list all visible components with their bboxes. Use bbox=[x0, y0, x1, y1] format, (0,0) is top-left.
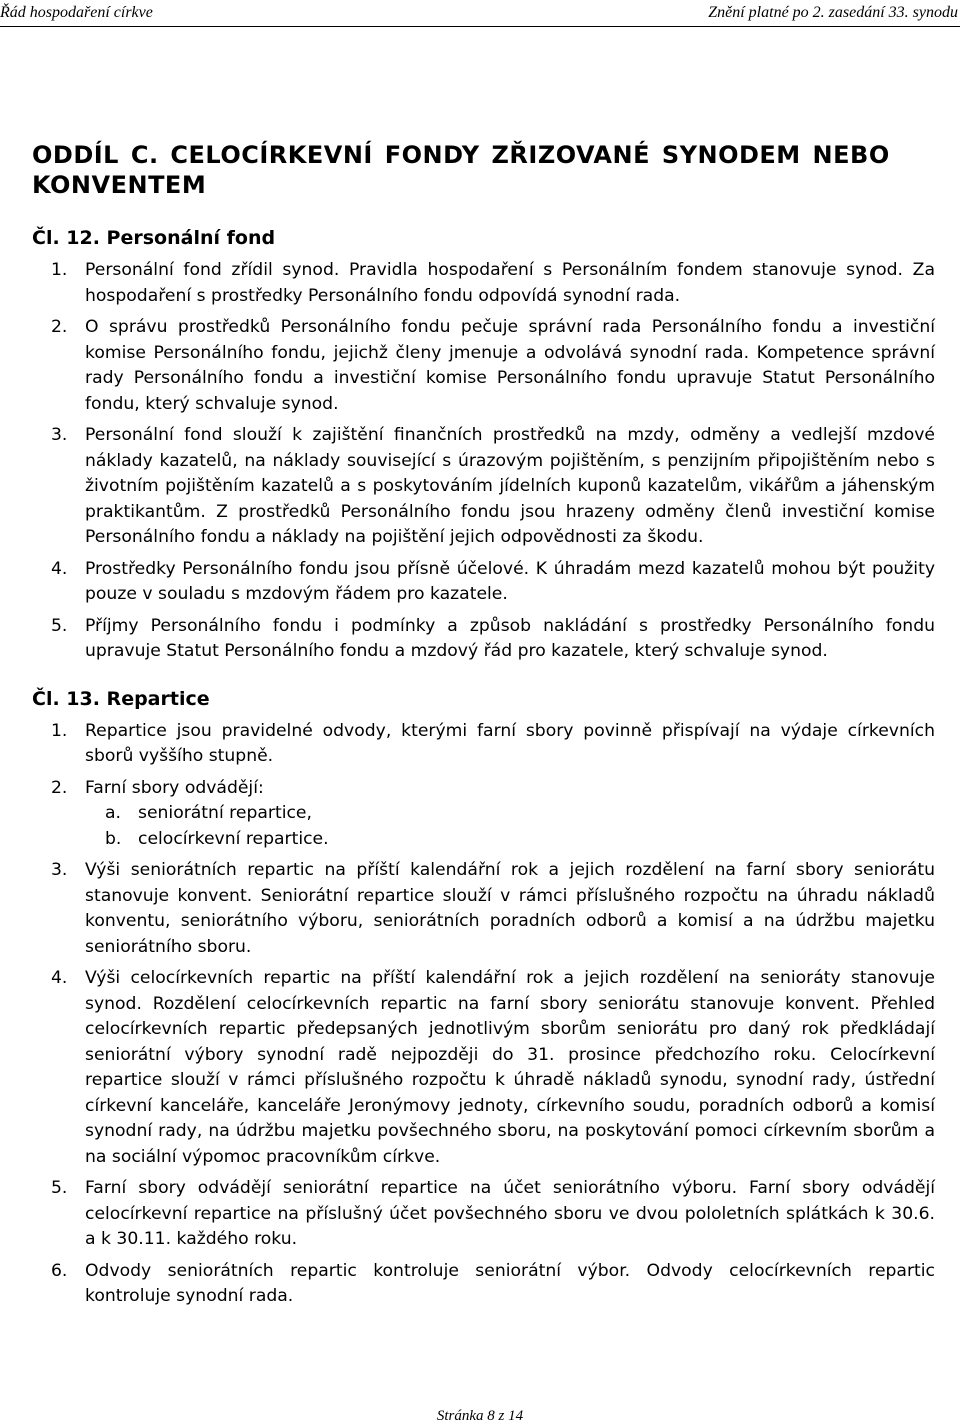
header-divider bbox=[0, 26, 960, 27]
sublist-item bbox=[85, 801, 935, 827]
item-text: Farní sbory odvádějí seniorátní repartice na účet seniorátního výboru. Farní sbory odvádějí celocírkevní repartice na příslušný účet povšechného sboru ve dvou pololetních splátkách k 30.6. a k 30.11. každého roku. bbox=[85, 1178, 935, 1249]
page-header bbox=[0, 4, 960, 26]
article-13-title: Čl. 13. Repartice bbox=[32, 687, 210, 710]
item-text: Příjmy Personálního fondu i podmínky a způsob nakládání s prostředky Personálního fondu upravuje Statut Personálního fondu a mzdový řád pro kazatele, který schvaluje synod. bbox=[85, 615, 935, 661]
article-12-list bbox=[32, 258, 935, 665]
list-item bbox=[32, 1176, 935, 1253]
document-body bbox=[32, 140, 935, 1316]
item-number: 1. bbox=[51, 720, 68, 741]
subitem-letter: b. bbox=[105, 828, 122, 849]
sublist bbox=[85, 801, 935, 852]
item-text: Farní sbory odvádějí: bbox=[85, 777, 264, 798]
item-text: Výši celocírkevních repartic na příští kalendářní rok a jejich rozdělení na senioráty stanovuje synod. Rozdělení celocírkevních repartic na farní sbory seniorátu stanovuje konvent. Přehled celocírkevních repartic předepsaných jednotlivým sborům seniorátu pro daný rok předkládají seniorátní výbory synodní radě nejpozději do 31. prosince předchozího roku. Celocírkevní repartice slouží v rámci příslušného rozpočtu k úhradě nákladů synodu, synodní rady, ústřední církevní kanceláře, kanceláře Jeronýmovy jednoty, církevního soudu, poradních odborů a komisí synodní rady, na údržbu majetku povšechného sboru, na poskytování pomoci církevním sborům a na sociální výpomoc pracovníkům církve. bbox=[85, 968, 935, 1167]
list-item bbox=[32, 557, 935, 608]
article-13-list bbox=[32, 719, 935, 1310]
item-number: 6. bbox=[51, 1260, 68, 1281]
item-text: Personální fond slouží k zajištění finančních prostředků na mzdy, odměny a vedlejší mzdové náklady kazatelů, na náklady související s úrazovým pojištěním, s penzijním připojištěním nebo s životním pojištěním kazatelů a s poskytováním jídelních kuponů kazatelům, vikářům a jáhenským praktikantům. Z prostředků Personálního fondu jsou hrazeny odměny členů investiční komise Personálního fondu a náklady na pojištění jejich odpovědnosti za škodu. bbox=[85, 425, 935, 547]
list-item bbox=[32, 719, 935, 770]
item-text: O správu prostředků Personálního fondu pečuje správní rada Personálního fondu a investiční komise Personálního fondu, jejichž členy jmenuje a odvolává synodní rada. Kompetence správní rady Personálního fondu a investiční komise Personálního fondu upravuje Statut Personálního fondu, který schvaluje synod. bbox=[85, 317, 935, 414]
item-text: Výši seniorátních repartic na příští kalendářní rok a jejich rozdělení na farní sbory seniorátu stanovuje konvent. Seniorátní repartice slouží v rámci příslušného rozpočtu na úhradu nákladů konventu, seniorátního výboru, seniorátních poradních odborů a komisí a na údržbu majetku seniorátního sboru. bbox=[85, 860, 935, 957]
sublist-item bbox=[85, 827, 935, 853]
list-item bbox=[32, 858, 935, 960]
section-title: ODDÍL C. CELOCÍRKEVNÍ FONDY ZŘIZOVANÉ SYNODEM NEBO KONVENTEM bbox=[32, 141, 890, 199]
list-item bbox=[32, 966, 935, 1170]
list-item bbox=[32, 1259, 935, 1310]
list-item bbox=[32, 776, 935, 853]
item-text: Prostředky Personálního fondu jsou přísně účelové. K úhradám mezd kazatelů mohou být použity pouze v souladu s mzdovým řádem pro kazatele. bbox=[85, 558, 935, 604]
item-number: 4. bbox=[51, 968, 68, 988]
subitem-text: celocírkevní repartice. bbox=[138, 828, 329, 849]
header-document-title: Řád hospodaření církve bbox=[0, 4, 153, 21]
item-text: Personální fond zřídil synod. Pravidla hospodaření s Personálním fondem stanovuje synod. Za hospodaření s prostředky Personálního fondu odpovídá synodní rada. bbox=[85, 260, 935, 306]
item-number: 2. bbox=[51, 317, 68, 337]
item-number: 1. bbox=[51, 260, 68, 280]
item-number: 3. bbox=[51, 860, 68, 880]
page-number: Stránka 8 z 14 bbox=[436, 1408, 524, 1424]
item-number: 2. bbox=[51, 777, 68, 798]
item-text: Repartice jsou pravidelné odvody, kterými farní sbory povinně přispívají na výdaje církevních sborů vyššího stupně. bbox=[85, 720, 935, 766]
item-number: 4. bbox=[51, 558, 68, 579]
subitem-letter: a. bbox=[105, 803, 121, 823]
item-number: 5. bbox=[51, 1178, 68, 1198]
header-version-note: Znění platné po 2. zasedání 33. synodu bbox=[708, 4, 958, 21]
item-number: 3. bbox=[51, 425, 68, 445]
item-text: Odvody seniorátních repartic kontroluje seniorátní výbor. Odvody celocírkevních repartic kontroluje synodní rada. bbox=[85, 1260, 935, 1306]
item-number: 5. bbox=[51, 615, 68, 636]
list-item bbox=[32, 614, 935, 665]
list-item bbox=[32, 423, 935, 551]
list-item bbox=[32, 258, 935, 309]
subitem-text: seniorátní repartice, bbox=[138, 803, 312, 823]
article-12-title: Čl. 12. Personální fond bbox=[32, 227, 276, 249]
list-item bbox=[32, 315, 935, 417]
